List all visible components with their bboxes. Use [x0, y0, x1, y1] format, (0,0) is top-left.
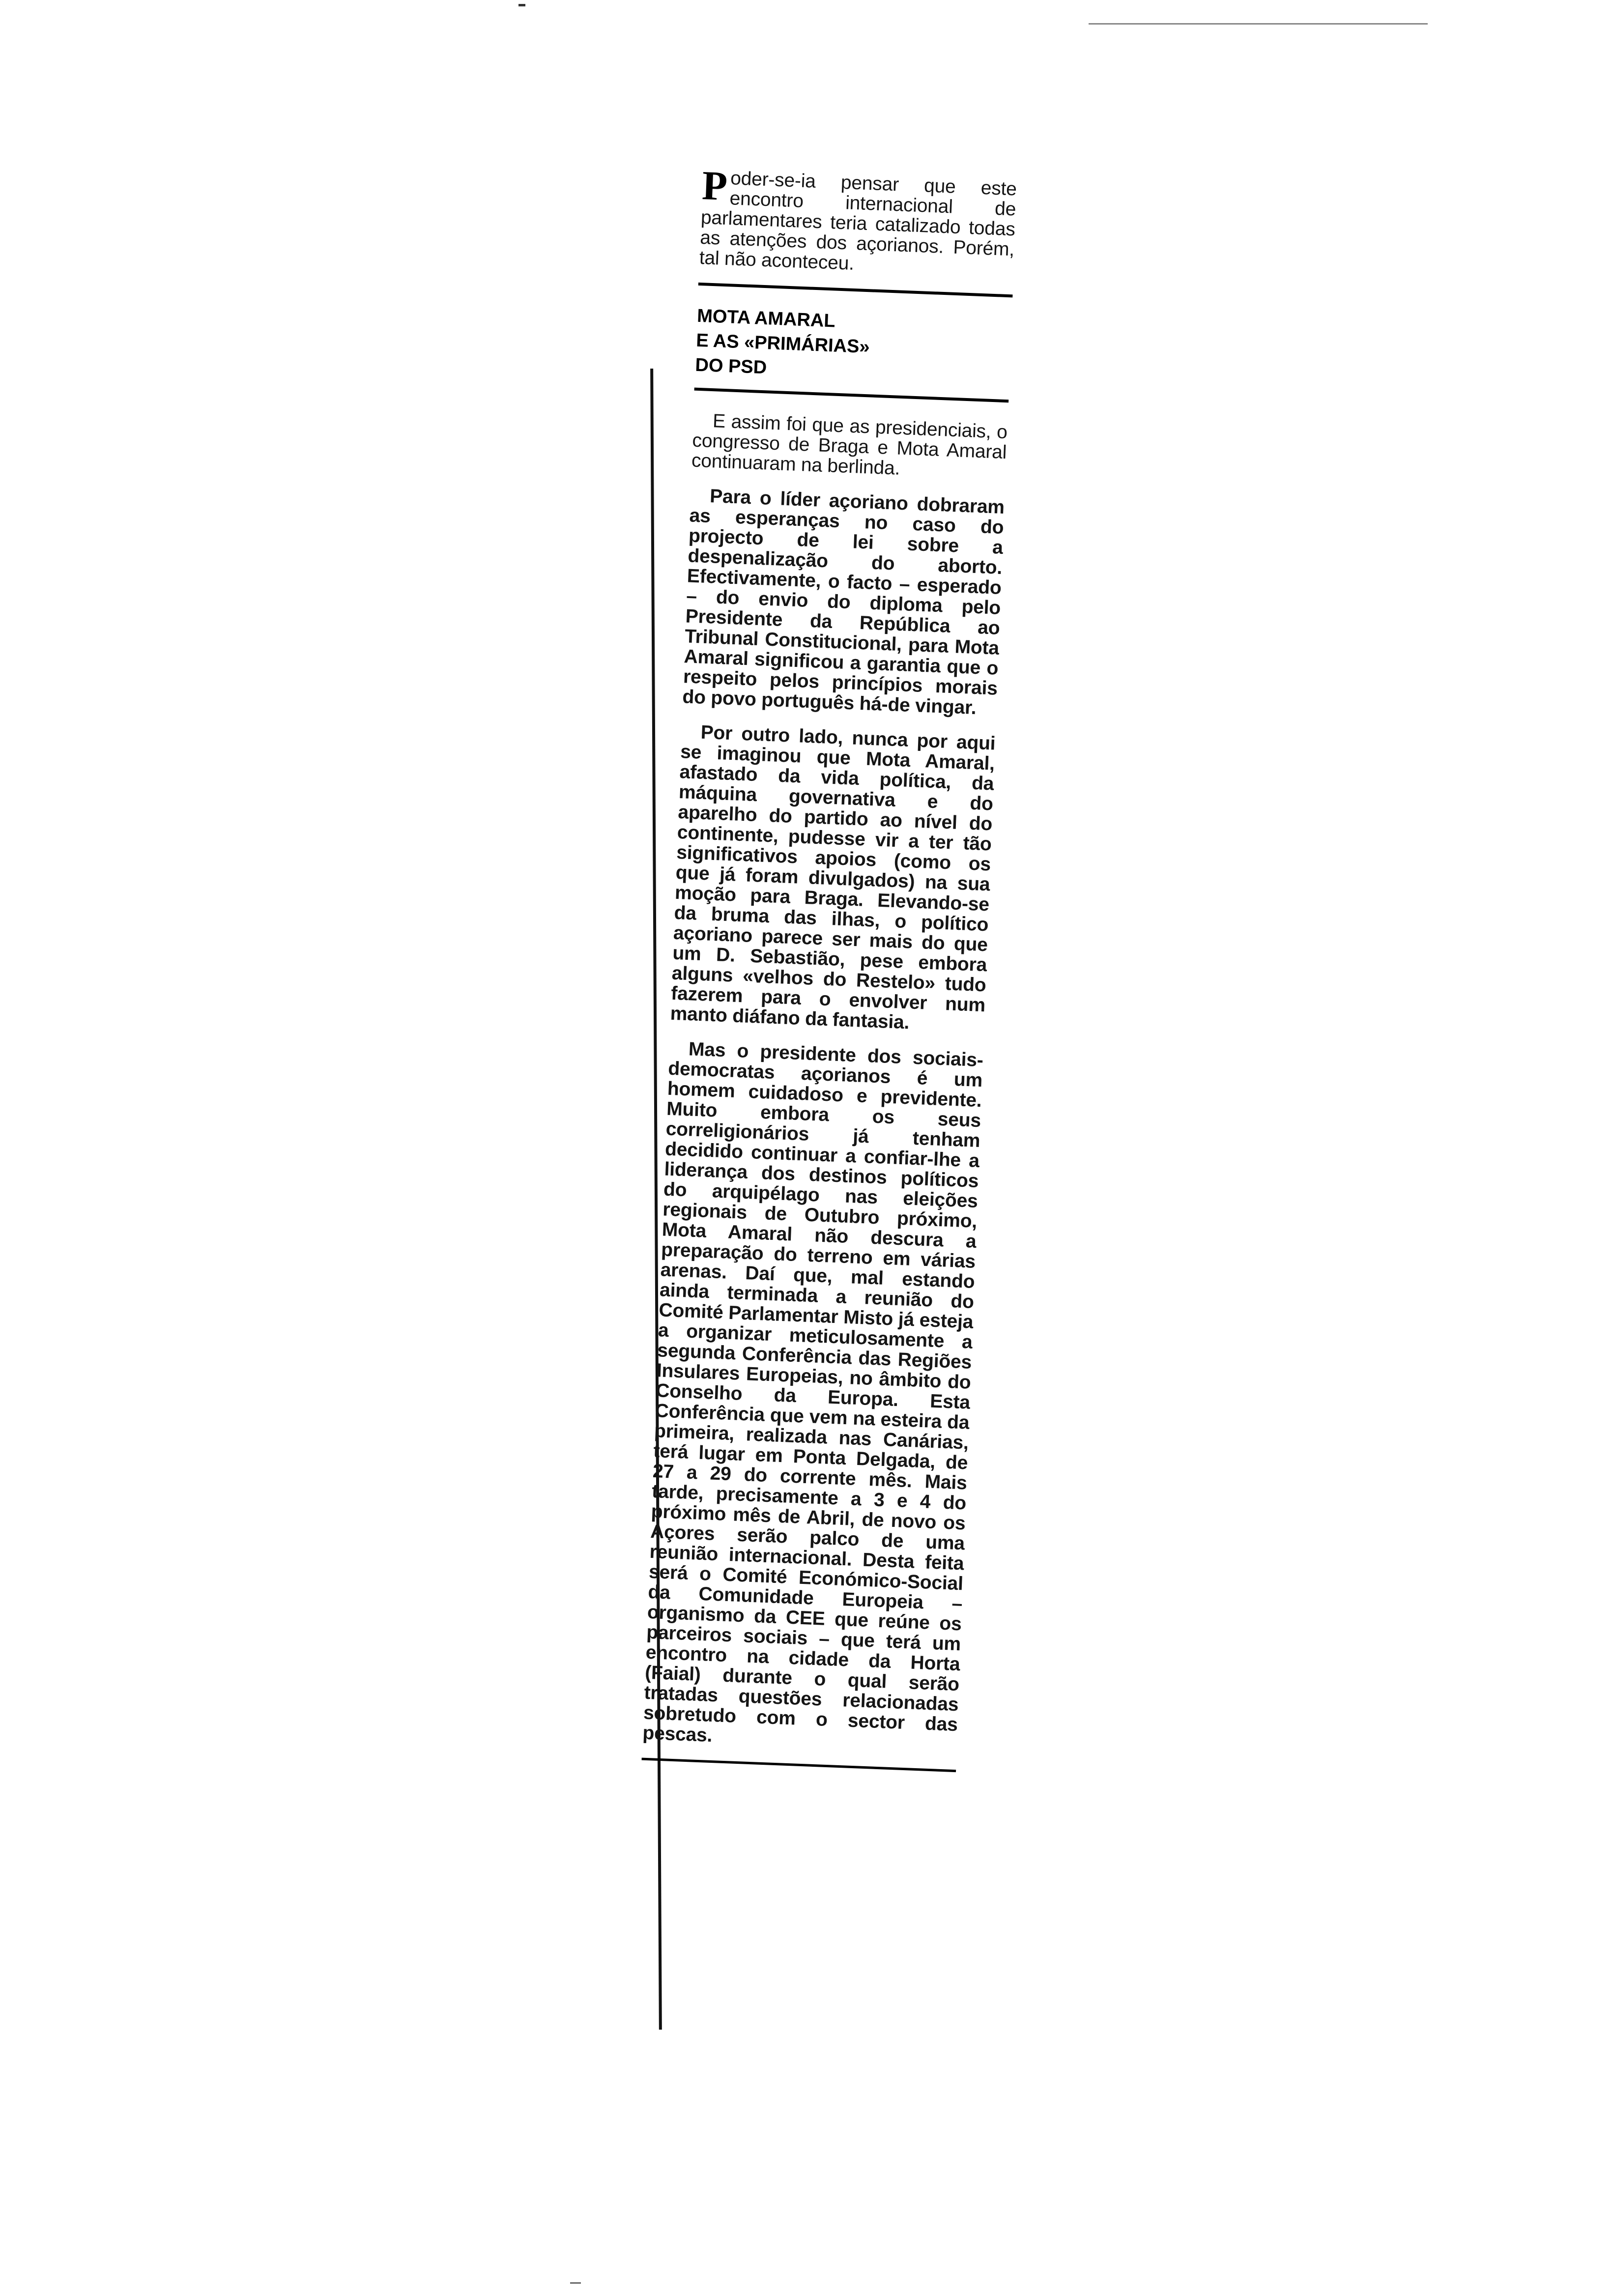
- article-end-rule: [641, 1758, 956, 1773]
- scan-edge-mark-bottom: [570, 2282, 581, 2284]
- article-column: [641, 163, 1017, 1792]
- body-paragraph-4: Mas o presidente dos sociais-democratas açorianos é um homem cuidadoso e previdente. Muito embora os seus correligionários já tenham decidido continuar a confiar-lhe a liderança dos destinos políticos do arquipélago nas eleições regionais de Outubro próximo, Mota Amaral não descura a preparação do terreno em várias arenas. Daí que, mal estando ainda terminada a reunião do Comité Parlamentar Misto já esteja a organizar meticulosamente a segunda Conferência das Regiões Insulares Europeias, no âmbito do Conselho da Europa. Esta Conferência que vem na esteira da primeira, realizada nas Canárias, terá lugar em Ponta Delgada, de 27 a 29 do corrente mês. Mais tarde, precisamente a 3 e 4 do próximo mês de Abril, de novo os Açores serão palco de uma reunião internacional. Desta feita será o Comité Económico-Social da Comunidade Europeia – organismo da CEE que reúne os parceiros sociais – que terá um encontro na cidade da Horta (Faial) durante o qual serão tratadas questões relacionadas sobretudo com o sector das pescas.: [642, 1038, 984, 1747]
- newspaper-clipping: [634, 163, 1027, 2054]
- body-paragraph-1: E assim foi que as presidenciais, o congresso de Braga e Mota Amaral continuaram na berlinda.: [691, 410, 1008, 479]
- headline-bottom-rule: [694, 388, 1009, 403]
- headline: [695, 305, 1012, 388]
- headline-line-1: MOTA AMARAL: [696, 305, 836, 332]
- scan-edge-line: [1089, 23, 1428, 25]
- body-paragraph-3: Por outro lado, nunca por aqui se imaginou que Mota Amaral, afastado da vida política, da máquina governativa e do aparelho do partido ao nível do continente, pudesse vir a ter tão significativos apoios (como os que já foram divulgados) na sua moção para Braga. Elevando-se da bruma das ilhas, o político açoriano parece ser mais do que um D. Sebastião, pese embora alguns «velhos do Restelo» tudo fazerem para o envolver num manto diáfano da fantasia.: [670, 721, 996, 1033]
- scan-edge-mark: [518, 4, 525, 6]
- headline-line-3: DO PSD: [694, 354, 767, 378]
- drop-cap: P: [701, 163, 728, 209]
- intro-text: oder-se-ia pensar que este encontro internacional de parlamentares teria catalizado todas as atenções dos açorianos. Porém, tal não aconteceu.: [699, 168, 1017, 274]
- intro-paragraph: [699, 163, 1017, 280]
- body-paragraph-2: Para o líder açoriano dobraram as esperanças no caso do projecto de lei sobre a despenalização do aborto. Efectivamente, o facto – esperado – do envio do diploma pelo Presidente da República ao Tribunal Constitucional, para Mota Amaral significou a garantia que o respeito pelos princípios morais do povo português há-de vingar.: [682, 486, 1005, 719]
- headline-top-rule: [698, 283, 1013, 298]
- headline-line-2: E AS «PRIMÁRIAS»: [695, 330, 870, 358]
